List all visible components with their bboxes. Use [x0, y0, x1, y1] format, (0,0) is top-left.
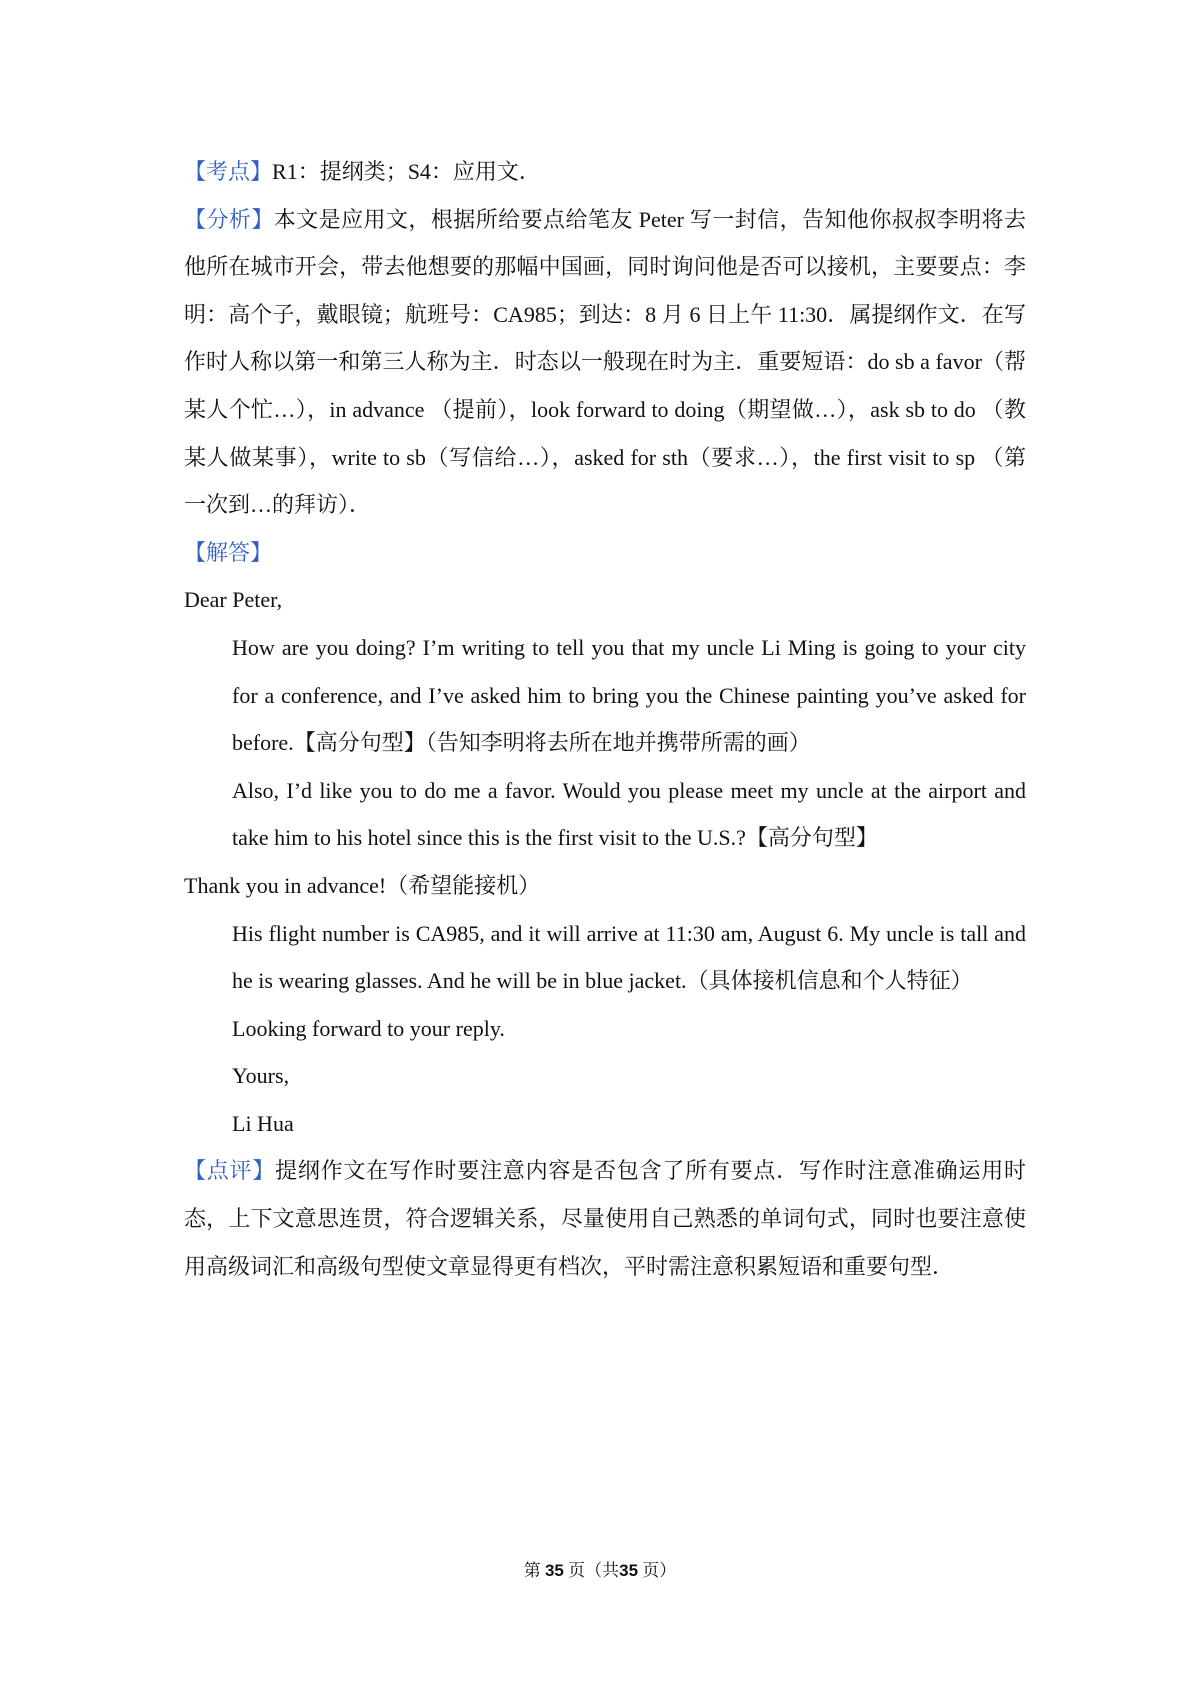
- jieda-label: 【解答】: [184, 539, 273, 565]
- answer-page: [184, 148, 1026, 1290]
- letter-signature: Li Hua: [232, 1110, 294, 1136]
- letter-paragraph-1: [184, 624, 1026, 767]
- letter-paragraph-2-text-b: Thank you in advance!: [184, 872, 387, 898]
- fenxi-text: 本文是应用文，根据所给要点给笔友 Peter 写一封信，告知他你叔叔李明将去他所在城市开会，带去他想要的那幅中国画，同时询问他是否可以接机，主要要点：李明：高个子，戴眼镜；航班号：CA985；到达：8 月 6 日上午 11:30．属提纲作文．在写作时人称以第一和第三人称为主．时态以一般现在时为主．重要短语：do sb a favor（帮某人个忙…），in advance （提前），look forward to doing（期望做…），ask sb to do （教某人做某事），write to sb（写信给…），asked for sth（要求…），the first visit to sp （第一次到…的拜访）．: [184, 206, 1026, 518]
- dianping-section: [184, 1147, 1026, 1290]
- footer-middle: 页（共: [568, 1561, 620, 1580]
- kaodian-text: R1：提纲类；S4：应用文．: [272, 159, 541, 184]
- kaodian-section: [184, 148, 1026, 196]
- letter-paragraph-2-tag: 【高分句型】: [745, 825, 878, 851]
- letter-greeting: Dear Peter,: [184, 587, 283, 613]
- page-footer: [0, 1556, 1200, 1581]
- letter-paragraph-2-note: （希望能接机）: [386, 872, 541, 898]
- kaodian-label: 【考点】: [184, 159, 273, 184]
- fenxi-section: [184, 196, 1026, 529]
- letter-paragraph-2-text-a: Also, I’d like you to do me a favor. Would you please meet my uncle at the airport and take him to his hotel since this is the first visit to the U.S.?: [232, 777, 1026, 851]
- letter-signoff: Yours,: [232, 1063, 290, 1089]
- letter-paragraph-1-text: How are you doing? I’m writing to tell you that my uncle Li Ming is going to your city for a conference, and I’ve asked him to bring you the Chinese painting you’ve asked for before.: [232, 634, 1026, 756]
- jieda-section: [184, 529, 1026, 577]
- footer-total-pages: 35: [619, 1561, 639, 1580]
- fenxi-label: 【分析】: [184, 206, 274, 232]
- footer-prefix: 第: [523, 1561, 541, 1580]
- letter-paragraph-3-note: （具体接机信息和个人特征）: [686, 968, 973, 994]
- letter-paragraph-3-text: His flight number is CA985, and it will arrive at 11:30 am, August 6. My uncle is tall and he is wearing glasses. And he will be in blue jacket.: [232, 920, 1026, 994]
- dianping-text: 提纲作文在写作时要注意内容是否包含了所有要点．写作时注意准确运用时态，上下文意思连贯，符合逻辑关系，尽量使用自己熟悉的单词句式，同时也要注意使用高级词汇和高级句型使文章显得更有档次，平时需注意积累短语和重要句型．: [184, 1158, 1026, 1279]
- footer-page-number: 35: [544, 1561, 564, 1580]
- letter-closing: Looking forward to your reply.: [232, 1015, 505, 1041]
- dianping-label: 【点评】: [184, 1158, 276, 1184]
- footer-suffix: 页）: [642, 1561, 677, 1580]
- letter-paragraph-1-tag: 【高分句型】: [293, 730, 426, 756]
- letter-paragraph-2: [184, 767, 1026, 910]
- letter-paragraph-1-note: （告知李明将去所在地并携带所需的画）: [425, 730, 811, 756]
- letter-paragraph-3: [184, 910, 1026, 1005]
